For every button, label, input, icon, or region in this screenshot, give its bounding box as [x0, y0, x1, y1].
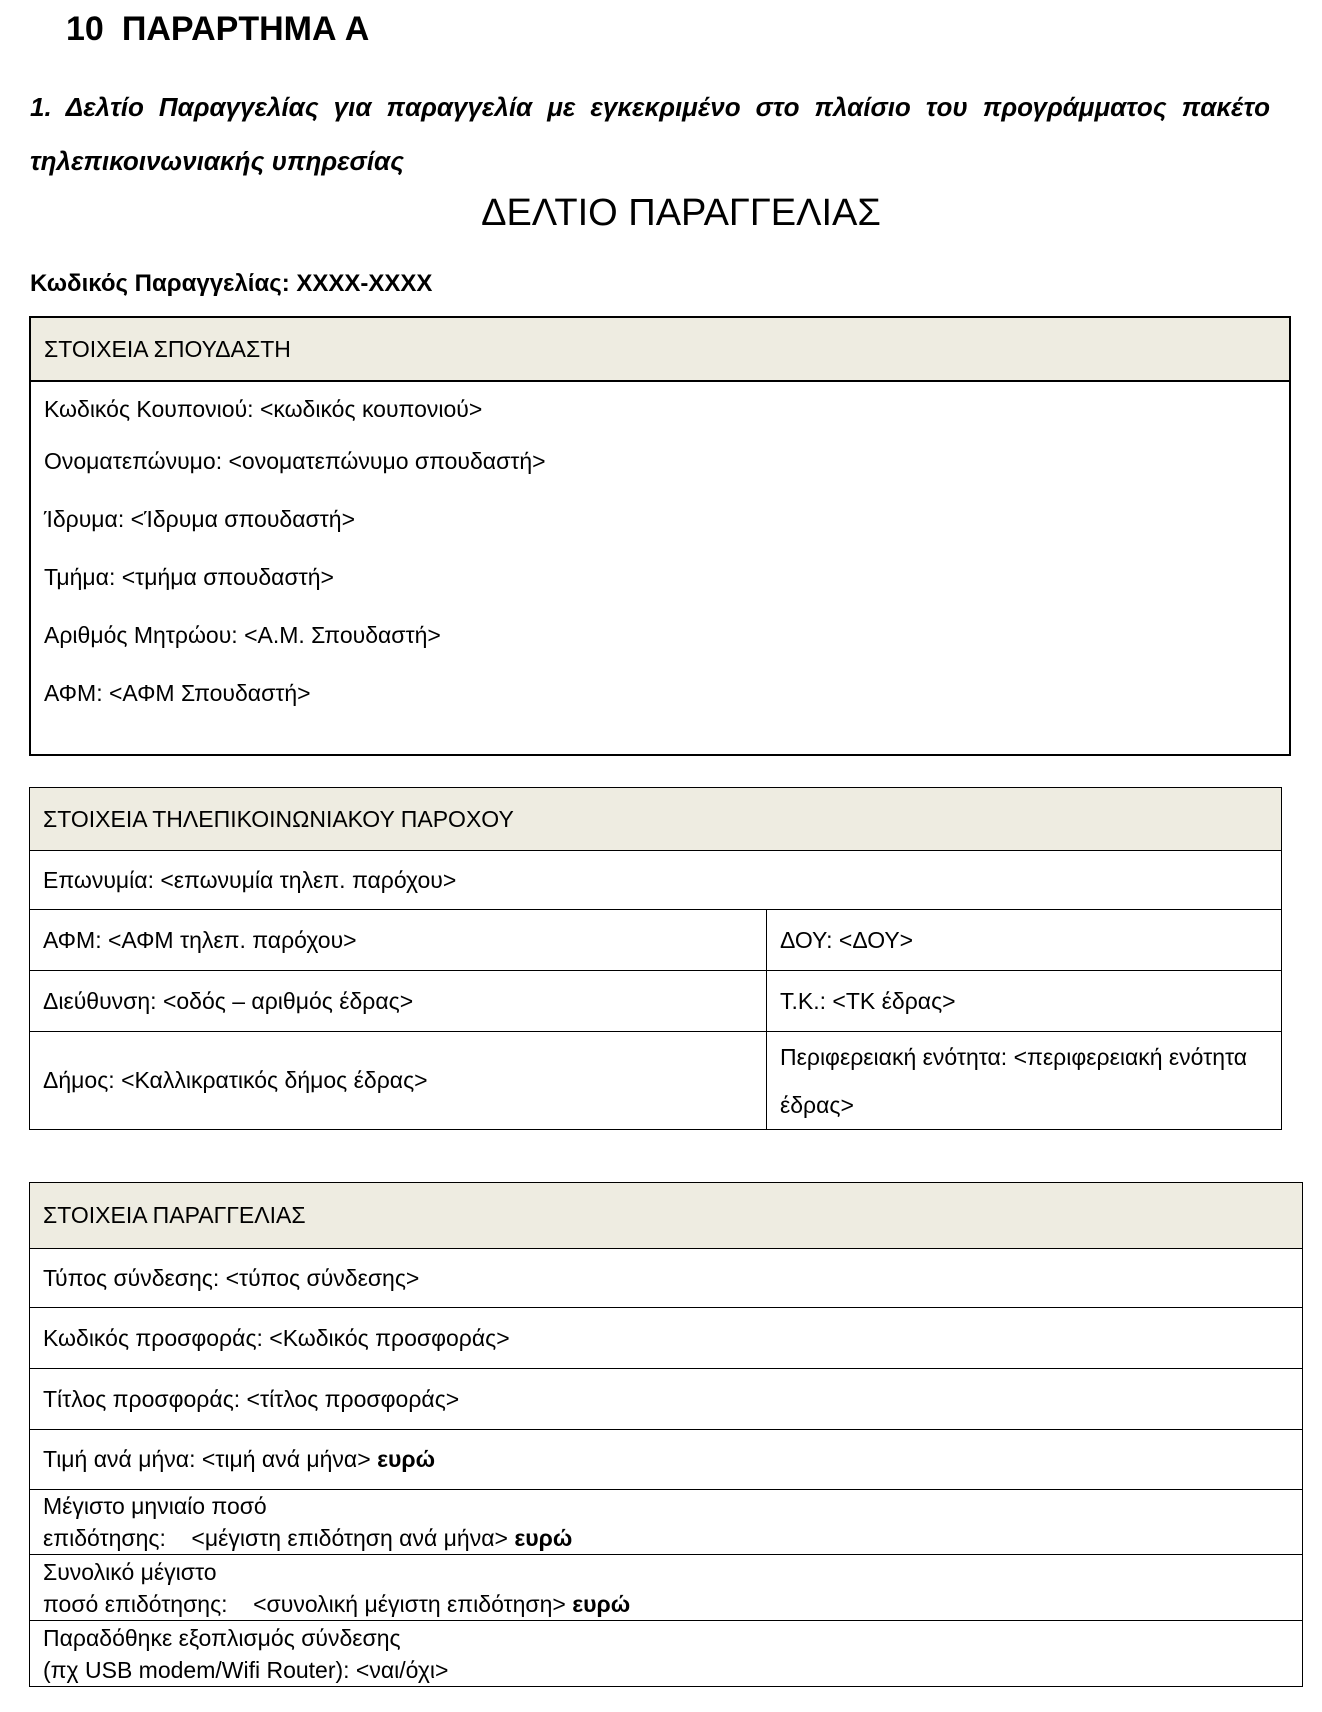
student-name-field: Ονοματεπώνυμο: <ονοματεπώνυμο σπουδαστή>	[44, 448, 546, 474]
order-code: Κωδικός Παραγγελίας: XXXX-XXXX	[30, 270, 433, 297]
provider-municipality-field: Δήμος: <Καλλικρατικός δήμος έδρας>	[30, 1032, 767, 1130]
institution-field: Ίδρυμα: <Ίδρυμα σπουδαστή>	[44, 506, 355, 532]
max-monthly-subsidy-line1: Μέγιστο μηνιαίο ποσό	[43, 1493, 267, 1519]
department-field: Τμήμα: <τμήμα σπουδαστή>	[44, 564, 334, 590]
total-max-subsidy-line2: ποσό επιδότησης: <συνολική μέγιστη επιδότηση>	[43, 1590, 566, 1617]
currency-label: ευρώ	[572, 1590, 631, 1617]
total-max-subsidy-line1: Συνολικό μέγιστο	[43, 1558, 217, 1585]
max-monthly-subsidy-field	[30, 1490, 1303, 1555]
student-details-body	[30, 381, 1290, 755]
monthly-price-label: Τιμή ανά μήνα: <τιμή ανά μήνα>	[43, 1446, 371, 1472]
total-max-subsidy-field	[30, 1555, 1303, 1621]
provider-afm-field: ΑΦΜ: <ΑΦΜ τηλεπ. παρόχου>	[30, 910, 767, 971]
offer-code-field: Κωδικός προσφοράς: <Κωδικός προσφοράς>	[30, 1308, 1303, 1369]
order-details-header: ΣΤΟΙΧΕΙΑ ΠΑΡΑΓΓΕΛΙΑΣ	[30, 1183, 1303, 1249]
registration-number-field: Αριθμός Μητρώου: <Α.Μ. Σπουδαστή>	[44, 622, 441, 648]
max-monthly-subsidy-line2: επιδότησης: <μέγιστη επιδότηση ανά μήνα>	[43, 1525, 508, 1551]
equipment-line1: Παραδόθηκε εξοπλισμός σύνδεσης	[43, 1624, 401, 1651]
provider-region-field: Περιφερειακή ενότητα: <περιφερειακή ενότητα έδρας>	[767, 1032, 1282, 1130]
student-details-table	[29, 316, 1291, 756]
equipment-delivered-field	[30, 1621, 1303, 1687]
order-details-table	[29, 1182, 1303, 1687]
provider-name-field: Επωνυμία: <επωνυμία τηλεπ. παρόχου>	[30, 851, 1282, 910]
provider-details-header: ΣΤΟΙΧΕΙΑ ΤΗΛΕΠΙΚΟΙΝΩΝΙΑΚΟΥ ΠΑΡΟΧΟΥ	[30, 788, 1282, 851]
section-number: 10	[66, 10, 104, 48]
subheading: 1. Δελτίο Παραγγελίας για παραγγελία με εγκεκριμένο στο πλαίσιο του προγράμματος πακέτο τηλεπικοινωνιακής υπηρεσίας	[30, 92, 1270, 176]
equipment-line2: (πχ USB modem/Wifi Router): <ναι/όχι>	[43, 1656, 449, 1683]
student-details-header: ΣΤΟΙΧΕΙΑ ΣΠΟΥΔΑΣΤΗ	[30, 317, 1290, 381]
provider-postcode-field: Τ.Κ.: <ΤΚ έδρας>	[767, 971, 1282, 1032]
section-title: ΠΑΡΑΡΤΗΜΑ Α	[121, 10, 370, 48]
section-heading	[66, 10, 369, 49]
monthly-price-field	[30, 1430, 1303, 1490]
coupon-code-field: Κωδικός Κουπονιού: <κωδικός κουπονιού>	[44, 396, 483, 422]
offer-title-field: Τίτλος προσφοράς: <τίτλος προσφοράς>	[30, 1369, 1303, 1430]
currency-label: ευρώ	[377, 1446, 436, 1472]
provider-address-field: Διεύθυνση: <οδός – αριθμός έδρας>	[30, 971, 767, 1032]
provider-details-table	[29, 787, 1282, 1130]
document-title: ΔΕΛΤΙΟ ΠΑΡΑΓΓΕΛΙΑΣ	[481, 192, 881, 234]
currency-label: ευρώ	[514, 1525, 573, 1551]
connection-type-field: Τύπος σύνδεσης: <τύπος σύνδεσης>	[30, 1249, 1303, 1308]
student-afm-field: ΑΦΜ: <ΑΦΜ Σπουδαστή>	[44, 680, 311, 706]
provider-doy-field: ΔΟΥ: <ΔΟΥ>	[767, 910, 1282, 971]
